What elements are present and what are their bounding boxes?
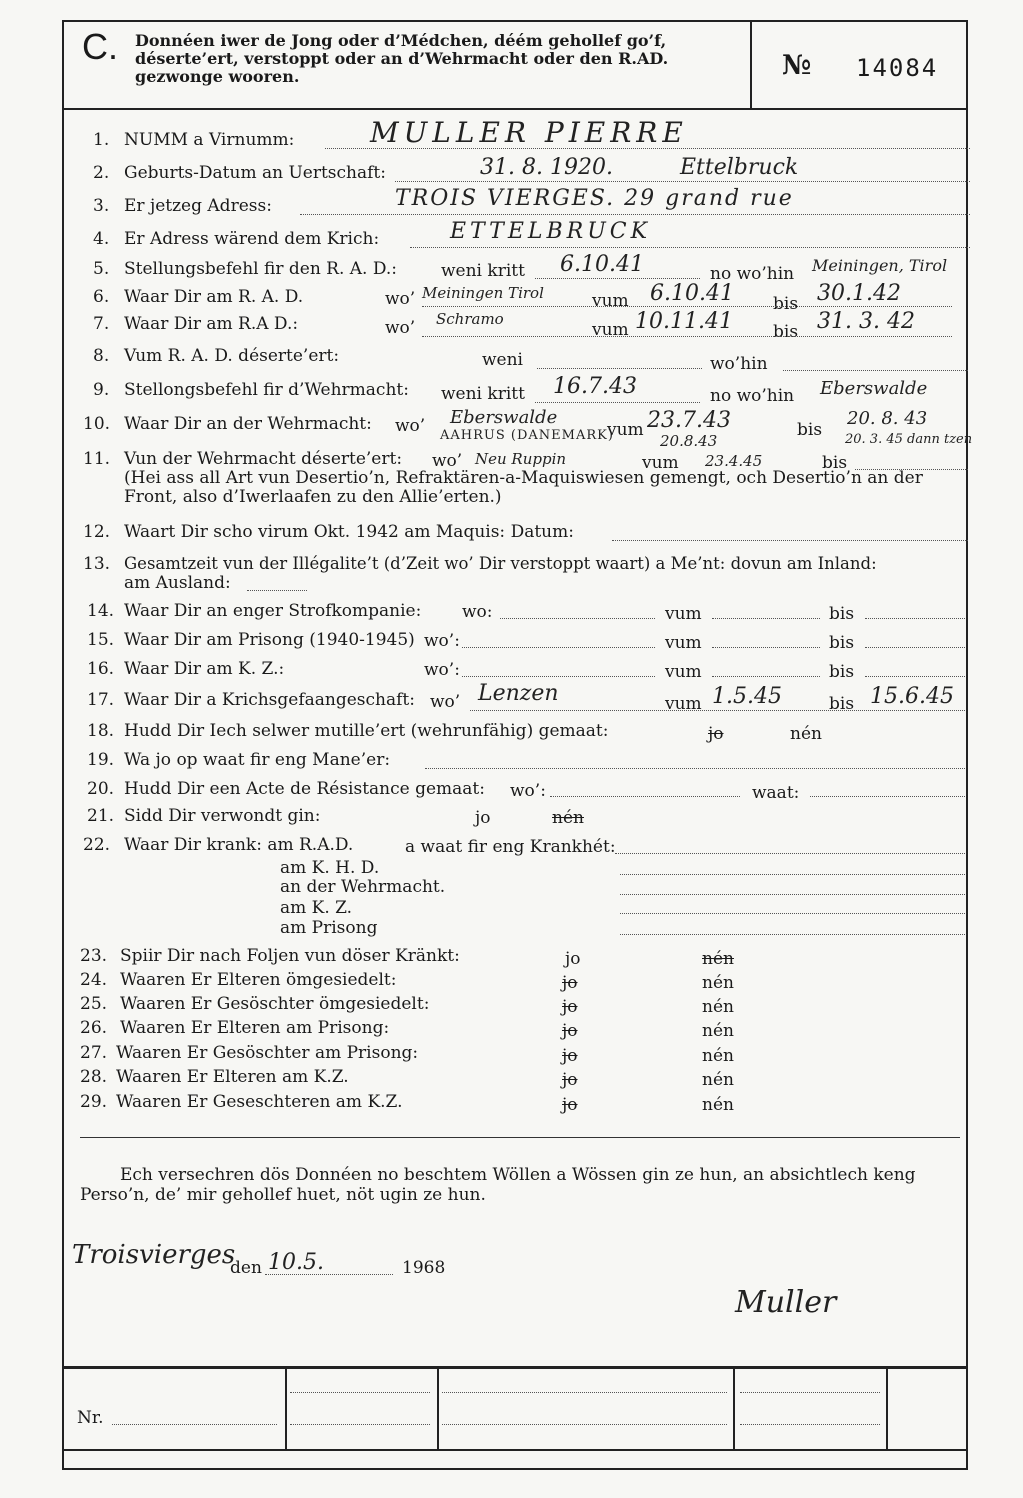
q28-nen: nén	[702, 1070, 734, 1090]
q8-weni-line	[537, 368, 702, 369]
q6-bis: 30.1.42	[817, 281, 901, 306]
q6-wo: Meiningen Tirol	[422, 284, 544, 302]
q6-bis-label: bis	[773, 294, 799, 314]
q14-wo-label: wo:	[462, 602, 493, 622]
q5-wohin-label: no wo’hin	[710, 264, 795, 284]
form-number: 14084	[856, 54, 939, 82]
footer-line-a2	[290, 1424, 430, 1425]
q24-label: Waaren Er Elteren ömgesiedelt:	[120, 970, 397, 990]
q2-date: 31. 8. 1920.	[480, 155, 613, 180]
q29-number: 29.	[80, 1092, 108, 1112]
q14-bis-line	[865, 618, 965, 619]
q22-sub-wehrmacht: an der Wehrmacht.	[280, 877, 446, 897]
form-title: Donnéen iwer de Jong oder d’Médchen, déém gehollef go’f, déserte’ert, verstoppt oder an d’Wehrmacht oder den R.AD. gezwonge wooren.	[135, 31, 669, 86]
q16-vum-line	[712, 676, 820, 677]
q12-line	[612, 540, 968, 541]
q28-label: Waaren Er Elteren am K.Z.	[116, 1067, 349, 1087]
signing-year: 1968	[402, 1258, 446, 1278]
q9-label: Stellongsbefehl fir d’Wehrmacht:	[124, 380, 409, 400]
q10-label: Waar Dir an der Wehrmacht:	[124, 414, 372, 434]
q7-wo: Schramo	[436, 310, 504, 328]
footer-divider-2	[437, 1368, 439, 1450]
declaration-text: Ech versechren dös Donnéen no beschtem Wöllen a Wössen gin ze hun, an absichtlech keng Perso’n, de’ mir gehollef huet, nöt ugin ze hun.	[80, 1165, 916, 1205]
q7-number: 7.	[93, 314, 110, 334]
q13-label2: am Ausland:	[124, 573, 231, 593]
q20-wo-label: wo’:	[510, 781, 546, 801]
q20-waat-label: waat:	[752, 783, 800, 803]
q5-number: 5.	[93, 259, 110, 279]
q20-wo-line	[550, 796, 740, 797]
q20-number: 20.	[87, 779, 115, 799]
q9-wohin-label: no wo’hin	[710, 386, 795, 406]
q14-label: Waar Dir an enger Strofkompanie:	[124, 601, 422, 621]
q17-number: 17.	[87, 690, 115, 710]
q23-label: Spiir Dir nach Foljen vun döser Kränkt:	[120, 946, 460, 966]
q1-label: NUMM a Virnumm:	[124, 130, 295, 150]
signature: Muller	[735, 1285, 837, 1320]
q22-label-b: a waat fir eng Krankhét:	[405, 837, 616, 857]
q28-number: 28.	[80, 1067, 108, 1087]
q11-number: 11.	[83, 449, 111, 469]
q16-bis-label: bis	[829, 662, 855, 682]
q24-nen: nén	[702, 973, 734, 993]
q7-vum: 10.11.41	[635, 309, 733, 334]
header-divider	[750, 20, 752, 110]
q13-number: 13.	[83, 554, 111, 574]
q14-vum-line	[712, 618, 820, 619]
q23-number: 23.	[80, 946, 108, 966]
footer-line-a1	[290, 1392, 430, 1393]
q26-label: Waaren Er Elteren am Prisong:	[120, 1018, 390, 1038]
q8-wohin-line	[783, 370, 968, 371]
q10-wo: Eberswalde	[450, 407, 558, 428]
signing-date: 10.5.	[268, 1250, 324, 1275]
q3-number: 3.	[93, 196, 110, 216]
q6-label: Waar Dir am R. A. D.	[124, 287, 304, 307]
footer-top-rule	[64, 1366, 966, 1369]
q20-waat-line	[810, 796, 965, 797]
footer-nr-label: Nr.	[77, 1408, 104, 1428]
q25-jo: jo	[562, 997, 578, 1017]
q22-line-1	[615, 853, 965, 854]
q15-bis-label: bis	[829, 633, 855, 653]
q15-label: Waar Dir am Prisong (1940-1945)	[124, 630, 415, 650]
q6-vum: 6.10.41	[650, 281, 734, 306]
q17-line	[470, 710, 965, 711]
q4-label: Er Adress wärend dem Krich:	[124, 229, 380, 249]
q22-number: 22.	[83, 835, 111, 855]
q11-bis-label: bis	[822, 453, 848, 473]
q26-nen: nén	[702, 1021, 734, 1041]
q12-number: 12.	[83, 522, 111, 542]
q1-answer: MULLER PIERRE	[370, 116, 688, 149]
q11-wo-label: wo’	[432, 451, 463, 471]
q14-wo-line	[500, 618, 655, 619]
q10-vum-label: vum	[607, 420, 644, 440]
q16-wo-line	[462, 676, 655, 677]
q15-wo-line	[462, 647, 655, 648]
q21-number: 21.	[87, 806, 115, 826]
q22-line-4	[620, 913, 965, 914]
footer-nr-line	[112, 1424, 277, 1425]
frame-right-border	[966, 20, 968, 1470]
q10-bis2: 20. 3. 45 dann tzen	[845, 432, 973, 447]
q15-wo-label: wo’:	[424, 631, 460, 651]
frame-top-border	[62, 20, 968, 22]
q15-vum-label: vum	[665, 633, 702, 653]
q3-answer: TROIS VIERGES. 29 grand rue	[395, 186, 794, 211]
q8-weni-label: weni	[482, 350, 523, 370]
q14-vum-label: vum	[665, 604, 702, 624]
q22-line-5	[620, 934, 965, 935]
q7-bis-label: bis	[773, 322, 799, 342]
footer-divider-3	[733, 1368, 735, 1450]
q2-line	[395, 181, 970, 182]
q14-number: 14.	[87, 601, 115, 621]
declaration-separator	[80, 1137, 960, 1138]
q25-number: 25.	[80, 994, 108, 1014]
q22-sub-khd: am K. H. D.	[280, 858, 380, 878]
q8-label: Vum R. A. D. déserte’ert:	[124, 346, 340, 366]
q10-wo-label: wo’	[395, 416, 426, 436]
q7-vum-label: vum	[592, 320, 629, 340]
q13-label: Gesamtzeit vun der Illégalite’t (d’Zeit wo’ Dir verstoppt waart) a Me’nt: dovun am Inland:	[124, 554, 877, 573]
q16-number: 16.	[87, 659, 115, 679]
footer-divider-1	[285, 1368, 287, 1450]
q13-ausland-line	[247, 590, 307, 591]
q12-label: Waart Dir scho virum Okt. 1942 am Maquis: Datum:	[124, 522, 574, 542]
q22-line-3	[620, 894, 965, 895]
q10-number: 10.	[83, 414, 111, 434]
q5-label: Stellungsbefehl fir den R. A. D.:	[124, 259, 398, 279]
q9-wohin: Eberswalde	[820, 378, 928, 399]
q19-number: 19.	[87, 750, 115, 770]
q6-line	[422, 306, 952, 307]
q2-label: Geburts-Datum an Uertschaft:	[124, 163, 386, 183]
q9-weni-line	[535, 402, 700, 403]
q11-wo: Neu Ruppin	[475, 450, 567, 468]
footer-line-b2	[442, 1424, 727, 1425]
footer-line-c2	[740, 1424, 880, 1425]
q16-label: Waar Dir am K. Z.:	[124, 659, 285, 679]
q2-place: Ettelbruck	[680, 155, 799, 180]
q2-number: 2.	[93, 163, 110, 183]
q11-note: (Hei ass all Art vun Desertio’n, Refraktären-a-Maquiswiesen gemengt, och Desertio’n an der Front, also d’Iwerlaafen zu den Allie’erten.)	[124, 468, 923, 507]
q22-line-2	[620, 874, 965, 875]
q27-jo: jo	[562, 1046, 578, 1066]
q21-nen: nén	[552, 808, 584, 828]
q7-label: Waar Dir am R.A D.:	[124, 314, 299, 334]
signing-den-label: den	[230, 1258, 262, 1278]
frame-bottom-border	[62, 1468, 968, 1470]
signing-date-line	[265, 1274, 393, 1275]
q23-nen: nén	[702, 949, 734, 969]
q7-bis: 31. 3. 42	[817, 309, 915, 334]
q17-wo: Lenzen	[478, 681, 559, 706]
q17-bis: 15.6.45	[870, 684, 954, 709]
q16-wo-label: wo’:	[424, 660, 460, 680]
footer-line-c1	[740, 1392, 880, 1393]
q4-line	[410, 247, 970, 248]
q22-sub-kz: am K. Z.	[280, 898, 353, 918]
q26-number: 26.	[80, 1018, 108, 1038]
q15-vum-line	[712, 647, 820, 648]
frame-left-border	[62, 20, 64, 1470]
signing-place: Troisvierges	[72, 1240, 236, 1270]
q15-bis-line	[865, 647, 965, 648]
q17-wo-label: wo’	[430, 692, 461, 712]
q6-vum-label: vum	[592, 291, 629, 311]
q21-label: Sidd Dir verwondt gin:	[124, 806, 321, 826]
q7-line	[422, 336, 952, 337]
q27-nen: nén	[702, 1046, 734, 1066]
q18-jo: jo	[708, 724, 724, 744]
q8-wohin-label: wo’hin	[710, 354, 768, 374]
q22-label: Waar Dir krank: am R.A.D.	[124, 835, 354, 855]
q24-jo: jo	[562, 973, 578, 993]
footer-line-b1	[442, 1392, 727, 1393]
q10-bis: 20. 8. 43	[847, 408, 928, 429]
q25-label: Waaren Er Gesöschter ömgesiedelt:	[120, 994, 430, 1014]
q29-nen: nén	[702, 1095, 734, 1115]
q18-number: 18.	[87, 721, 115, 741]
q24-number: 24.	[80, 970, 108, 990]
q18-label: Hudd Dir Iech selwer mutille’ert (wehrunfähig) gemaat:	[124, 721, 609, 741]
q25-nen: nén	[702, 997, 734, 1017]
q17-vum: 1.5.45	[712, 684, 782, 709]
q6-wo-label: wo’	[385, 289, 416, 309]
q9-weni: 16.7.43	[553, 374, 637, 399]
q3-line	[300, 214, 970, 215]
q1-number: 1.	[93, 130, 110, 150]
q5-weni: 6.10.41	[560, 252, 644, 277]
q5-weni-label: weni kritt	[441, 261, 525, 281]
q19-label: Wa jo op waat fir eng Mane’er:	[124, 750, 391, 770]
q19-line	[425, 768, 965, 769]
q4-answer: ETTELBRUCK	[450, 219, 652, 244]
q28-jo: jo	[562, 1070, 578, 1090]
q5-wohin: Meiningen, Tirol	[812, 256, 948, 275]
q29-jo: jo	[562, 1095, 578, 1115]
q16-bis-line	[865, 676, 965, 677]
q23-jo: jo	[565, 949, 581, 969]
q15-number: 15.	[87, 630, 115, 650]
header-separator	[62, 108, 968, 110]
q11-vum-label: vum	[642, 453, 679, 473]
q9-weni-label: weni kritt	[441, 384, 525, 404]
q26-jo: jo	[562, 1021, 578, 1041]
q21-jo: jo	[475, 808, 491, 828]
q11-label: Vun der Wehrmacht déserte’ert:	[124, 449, 403, 469]
q29-label: Waaren Er Geseschteren am K.Z.	[116, 1092, 403, 1112]
q8-number: 8.	[93, 346, 110, 366]
footer-bottom-rule	[64, 1449, 966, 1451]
section-letter: C.	[82, 26, 118, 67]
q11-vum: 23.4.45	[705, 452, 763, 470]
q10-vum: 23.7.43	[647, 408, 731, 433]
q18-nen: nén	[790, 724, 822, 744]
q7-wo-label: wo’	[385, 318, 416, 338]
q22-sub-prisong: am Prisong	[280, 918, 378, 938]
q27-number: 27.	[80, 1043, 108, 1063]
q10-wo2: AAHRUS (DANEMARK)	[440, 428, 614, 443]
q14-bis-label: bis	[829, 604, 855, 624]
q10-bis-label: bis	[797, 420, 823, 440]
q4-number: 4.	[93, 229, 110, 249]
footer-divider-4	[886, 1368, 888, 1450]
q17-bis-label: bis	[829, 694, 855, 714]
q3-label: Er jetzeg Adress:	[124, 196, 272, 216]
q16-vum-label: vum	[665, 662, 702, 682]
q17-vum-label: vum	[665, 694, 702, 714]
q17-label: Waar Dir a Krichsgefaangeschaft:	[124, 690, 415, 710]
q10-vum2: 20.8.43	[660, 432, 718, 450]
q5-weni-line	[535, 278, 700, 279]
q27-label: Waaren Er Gesöschter am Prisong:	[116, 1043, 419, 1063]
q9-number: 9.	[93, 380, 110, 400]
q6-number: 6.	[93, 287, 110, 307]
q20-label: Hudd Dir een Acte de Résistance gemaat:	[124, 779, 485, 799]
number-label: №	[782, 50, 812, 81]
